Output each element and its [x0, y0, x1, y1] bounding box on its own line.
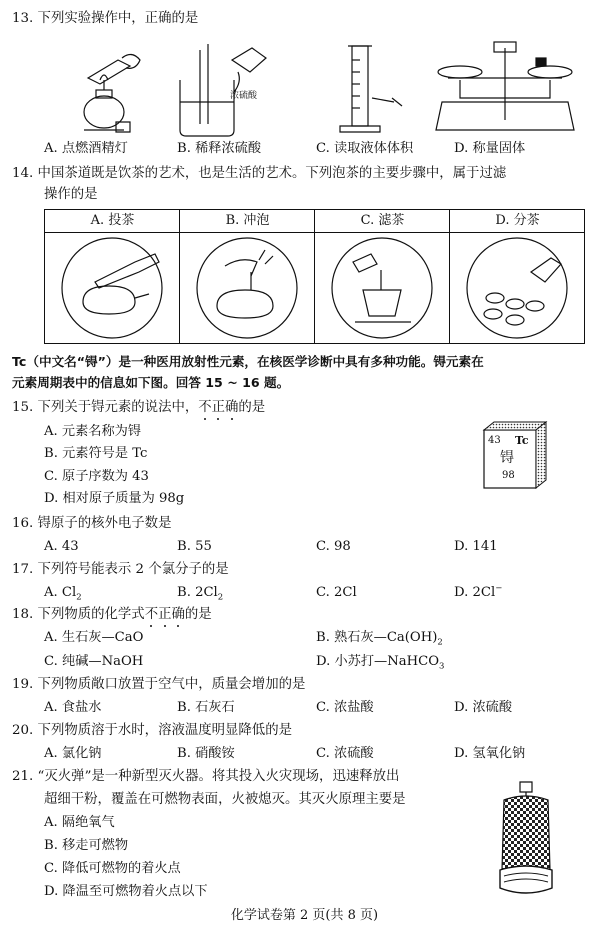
- q17-d-sup: −: [495, 583, 503, 594]
- q20-option-a: A. 氯化钠: [44, 746, 102, 761]
- q17-stem: 17. 下列符号能表示 2 个氯分子的是: [12, 562, 229, 577]
- q17-a-sub: 2: [76, 592, 82, 603]
- q19-stem: 19. 下列物质敞口放置于空气中，质量会增加的是: [12, 677, 306, 692]
- q15-option-c: C. 原子序数为 43: [44, 469, 149, 484]
- q18-d-sub: 3: [439, 661, 445, 672]
- tea-steps-table: [44, 209, 585, 344]
- q18-stem-post: 的是: [184, 607, 212, 622]
- element-tile-frame: [480, 420, 550, 492]
- q18-option-d: [316, 654, 444, 670]
- q20-option-b: B. 硝酸铵: [177, 746, 235, 761]
- q21-option-d: D. 降温至可燃物着火点以下: [44, 884, 208, 899]
- q18-b-text: B. 熟石灰—Ca(OH): [316, 630, 438, 645]
- passage-line2: 元素周期表中的信息如下图。回答 15 ~ 16 题。: [12, 375, 290, 390]
- alcohol-lamp-figure: [84, 54, 140, 132]
- q14-stem-line2: 操作的是: [44, 187, 98, 202]
- q15-option-a: A. 元素名称为锝: [44, 424, 142, 439]
- q16-option-b: B. 55: [177, 539, 212, 554]
- q19-option-a: A. 食盐水: [44, 700, 102, 715]
- q18-d-text: D. 小苏打—NaHCO: [316, 654, 440, 669]
- q15-option-d: D. 相对原子质量为 98g: [44, 491, 185, 506]
- q18-option-a: A. 生石灰—CaO: [44, 630, 144, 645]
- tea-circle-d: [467, 238, 567, 338]
- tea-header-a: A. 投茶: [90, 213, 135, 228]
- q17-a-text: A. Cl: [44, 585, 77, 600]
- dilute-acid-figure: [180, 44, 266, 136]
- tea-header-d: D. 分茶: [495, 213, 540, 228]
- passage-line1: Tc（中文名“锝”）是一种医用放射性元素，在核医学诊断中具有多种功能。锝元素在: [12, 354, 484, 369]
- q15-emph-3: 确: [225, 400, 239, 415]
- q17-b-sub: 2: [217, 592, 224, 603]
- q21-option-a: A. 隔绝氧气: [44, 815, 115, 830]
- q17-d-text: D. 2Cl: [454, 585, 496, 600]
- page-footer: 化学试卷第 2 页(共 8 页): [230, 908, 379, 923]
- tea-header-c: C. 滤茶: [360, 213, 405, 228]
- q18-stem: [12, 607, 212, 623]
- element-name: 锝: [500, 450, 514, 466]
- q13-option-d: D. 称量固体: [454, 141, 526, 156]
- q21-stem-line1: 21. “灭火弹”是一种新型灭火器。将其投入火灾现场，迅速释放出: [12, 769, 400, 784]
- tea-circle-b: [197, 238, 297, 338]
- q18-b-sub: 2: [437, 637, 443, 648]
- q20-stem: 20. 下列物质溶于水时，溶液温度明显降低的是: [12, 723, 292, 738]
- q17-option-c: C. 2Cl: [316, 585, 357, 600]
- element-tile-tc: [480, 420, 550, 492]
- q20-option-d: D. 氢氧化钠: [454, 746, 526, 761]
- q17-b-text: B. 2Cl: [177, 585, 218, 600]
- q21-option-c: C. 降低可燃物的着火点: [44, 861, 181, 876]
- balance-figure: [436, 42, 574, 130]
- q18-emph-1: 不: [144, 607, 159, 622]
- q19-option-c: C. 浓盐酸: [316, 700, 374, 715]
- q15-stem-pre: 15. 下列关于锝元素的说法中，: [12, 400, 199, 415]
- q16-stem: 16. 锝原子的核外电子数是: [12, 516, 172, 531]
- q21-option-b: B. 移走可燃物: [44, 838, 129, 853]
- q18-emph-2: 正: [158, 607, 172, 622]
- q13-option-b: B. 稀释浓硫酸: [177, 141, 262, 156]
- q19-option-d: D. 浓硫酸: [454, 700, 513, 715]
- q15-stem-post: 的是: [238, 400, 266, 415]
- q16-option-a: A. 43: [44, 539, 79, 554]
- q17-option-a: [44, 585, 82, 601]
- q20-option-c: C. 浓硫酸: [316, 746, 374, 761]
- q15-emph-1: 不: [198, 400, 212, 415]
- q13-stem: 13. 下列实验操作中，正确的是: [12, 11, 199, 26]
- element-mass: 98: [502, 470, 515, 481]
- cylinder-figure: [340, 46, 402, 132]
- q18-stem-pre: 18. 下列物质的化学式: [12, 607, 145, 622]
- q21-stem-line2: 超细干粉，覆盖在可燃物表面，火被熄灭。其灭火原理主要是: [44, 792, 406, 807]
- tea-circle-a: [62, 238, 162, 338]
- q16-option-c: C. 98: [316, 539, 351, 554]
- element-symbol: Tc: [515, 434, 529, 447]
- q19-option-b: B. 石灰石: [177, 700, 235, 715]
- q15-stem: [12, 400, 265, 416]
- element-atomic-number: 43: [488, 435, 501, 446]
- q17-option-b: [177, 585, 223, 601]
- q13-option-c: C. 读取液体体积: [316, 141, 414, 156]
- q17-option-d: [454, 585, 502, 601]
- q14-stem-line1: 14. 中国茶道既是饮茶的艺术，也是生活的艺术。下列泡茶的主要步骤中，属于过滤: [12, 166, 507, 181]
- q18-option-c: C. 纯碱—NaOH: [44, 654, 144, 669]
- q13-option-a: A. 点燃酒精灯: [44, 141, 128, 156]
- q15-emph-2: 正: [211, 400, 226, 415]
- q18-option-b: [316, 630, 443, 646]
- tea-illustrations: [45, 232, 584, 343]
- q16-option-d: D. 141: [454, 539, 498, 554]
- tea-header-b: B. 冲泡: [225, 213, 270, 228]
- fire-extinguisher-ball-figure: [490, 778, 562, 900]
- q15-option-b: B. 元素符号是 Tc: [44, 446, 148, 461]
- q18-emph-3: 确: [171, 607, 185, 622]
- tea-circle-c: [332, 238, 432, 338]
- q13-figures: [62, 40, 582, 142]
- q13-label-acid: 浓硫酸: [230, 91, 258, 101]
